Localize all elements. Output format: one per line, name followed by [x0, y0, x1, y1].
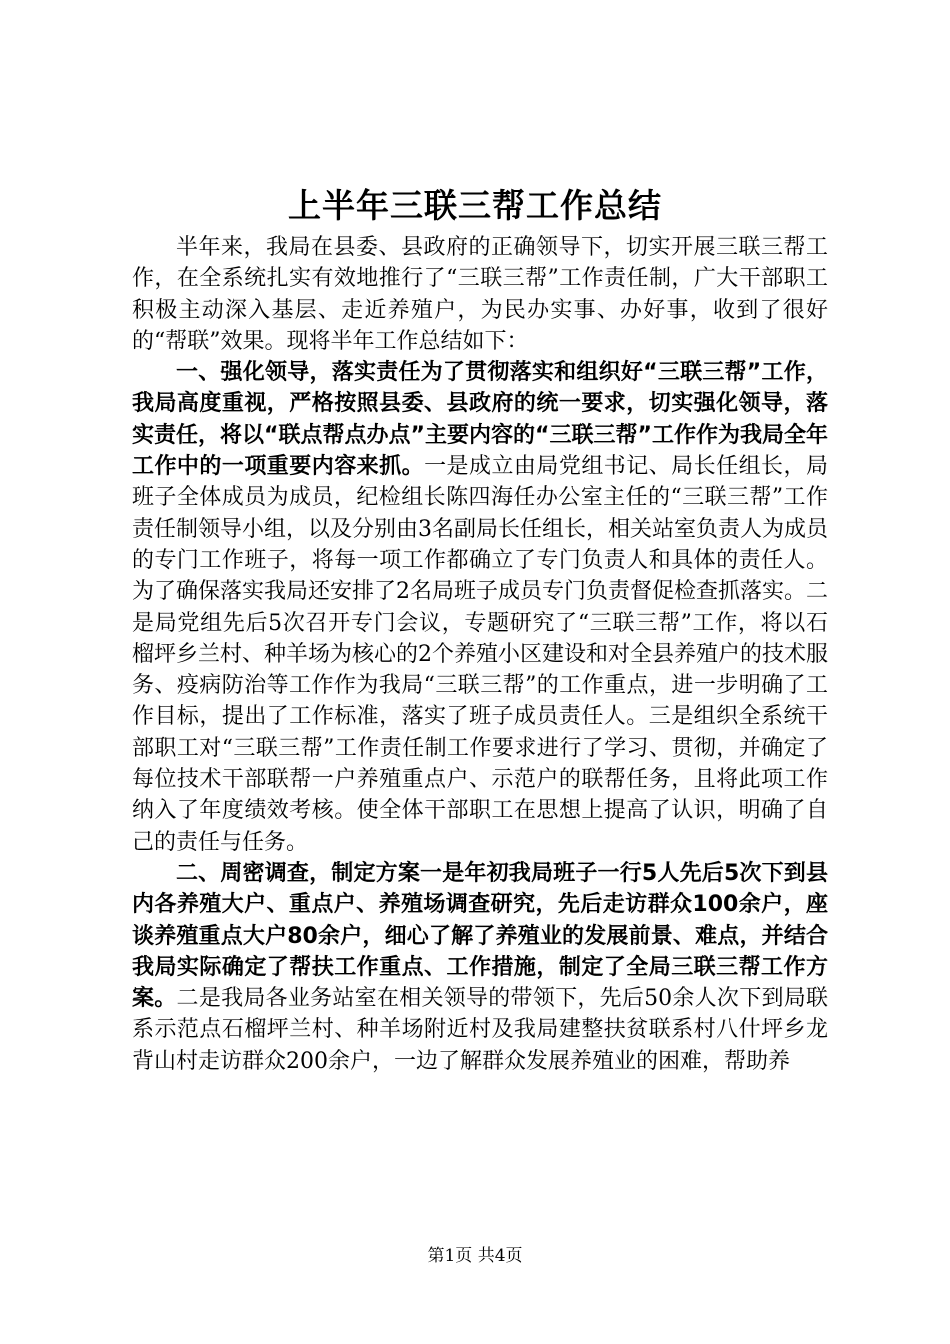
section-2-body-run: 二是我局各业务站室在相关领导的带领下，先后50余人次下到局联系示范点石榴坪兰村、种羊场附近村及我局建整扶贫联系村八什坪乡龙背山村走访群众200余户，一边了解群众发展养殖业的困难，帮助养	[132, 986, 828, 1074]
document-body	[132, 232, 828, 1077]
section-1-body-run: 一是成立由局党组书记、局长任组长，局班子全体成员为成员，纪检组长陈四海任办公室主任的“三联三帮”工作责任制领导小组，以及分别由3名副局长任组长，相关站室负责人为成员的专门工作班子，将每一项工作都确立了专门负责人和具体的责任人。为了确保落实我局还安排了2名局班子成员专门负责督促检查抓落实。二是局党组先后5次召开专门会议，专题研究了“三联三帮”工作，将以石榴坪乡兰村、种羊场为核心的2个养殖小区建设和对全县养殖户的技术服务、疫病防治等工作作为我局“三联三帮”的工作重点，进一步明确了工作目标，提出了工作标准，落实了班子成员责任人。三是组织全系统干部职工对“三联三帮”工作责任制工作要求进行了学习、贯彻，并确定了每位技术干部联帮一户养殖重点户、示范户的联帮任务，且将此项工作纳入了年度绩效考核。使全体干部职工在思想上提高了认识，明确了自己的责任与任务。	[132, 454, 828, 855]
section-1-paragraph	[132, 357, 828, 858]
page-title: 上半年三联三帮工作总结	[288, 186, 662, 225]
intro-paragraph: 半年来，我局在县委、县政府的正确领导下，切实开展三联三帮工作，在全系统扎实有效地推行了“三联三帮”工作责任制，广大干部职工积极主动深入基层、走近养殖户，为民办实事、办好事，收到了很好的“帮联”效果。现将半年工作总结如下：	[132, 235, 828, 354]
section-2-heading-run: 二、周密调查，制定方案一是年初我局班子一行5人先后5次下到县内各养殖大户、重点户、养殖场调查研究，先后走访群众100余户，座谈养殖重点大户80余户，细心了解了养殖业的发展前景、难点，并结合我局实际确定了帮扶工作重点、工作措施，制定了全局三联三帮工作方案。	[132, 860, 828, 1012]
section-2-paragraph	[132, 858, 828, 1077]
section-1-heading-run: 一、强化领导，落实责任为了贯彻落实和组织好“三联三帮”工作，我局高度重视，严格按照县委、县政府的统一要求，切实强化领导，落实责任，将以“联点帮点办点”主要内容的“三联三帮”工作作为我局全年工作中的一项重要内容来抓。	[132, 360, 828, 480]
page-footer: 第1页 共4页	[427, 1246, 523, 1266]
